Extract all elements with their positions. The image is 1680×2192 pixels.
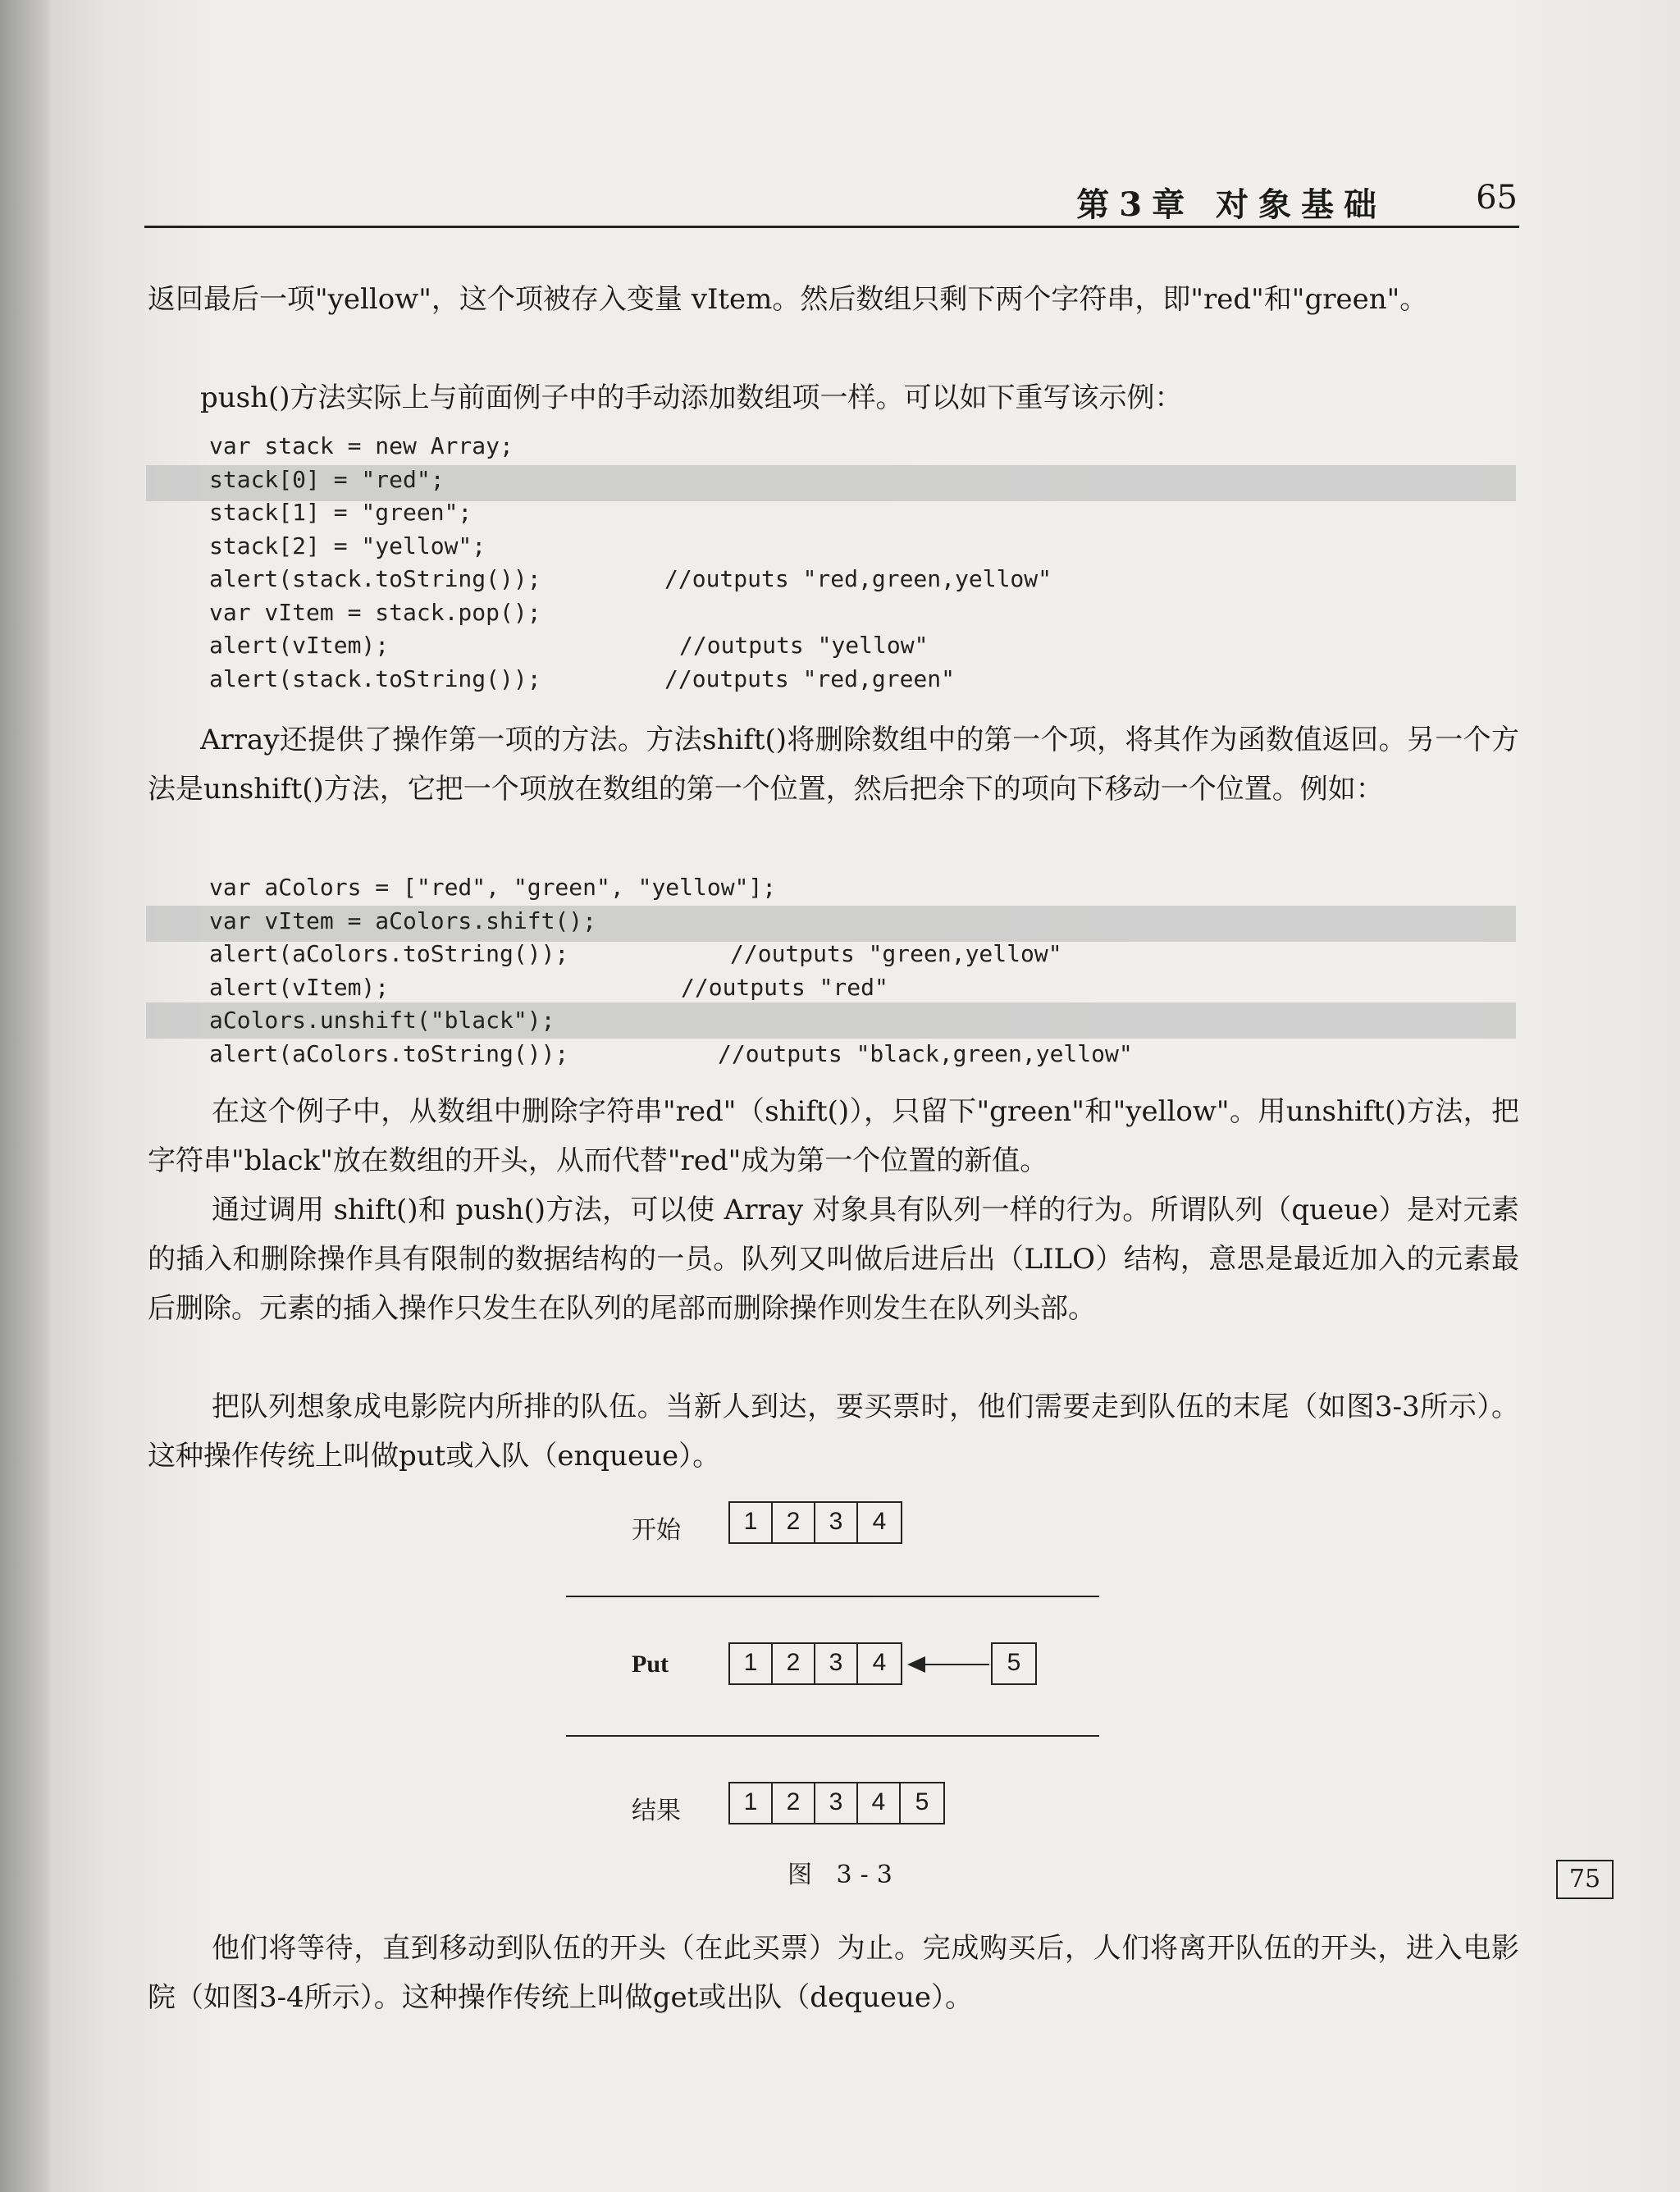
code-text: var vItem = aColors.shift(); bbox=[209, 906, 597, 934]
book-spine-shadow bbox=[0, 0, 49, 2192]
incoming-item: 5 bbox=[991, 1642, 1037, 1685]
queue-diagram bbox=[607, 1501, 1116, 1879]
code-text: alert(vItem); bbox=[209, 632, 390, 659]
paragraph-4: 在这个例子中，从数组中删除字符串"red"（shift()），只留下"green"和"yellow"。用unshift()方法，把字符串"black"放在数组的开头，从而代替"red"成为第一个位置的新值。 bbox=[148, 1095, 1519, 1177]
paragraph-7: 他们将等待，直到移动到队伍的开头（在此买票）为止。完成购买后，人们将离开队伍的开头，进入电影院（如图3-4所示）。这种操作传统上叫做get或出队（dequeue）。 bbox=[148, 1932, 1519, 2014]
divider-line bbox=[566, 1596, 1099, 1597]
code-line bbox=[209, 596, 541, 630]
code-text: aColors.unshift("black"); bbox=[209, 1007, 555, 1034]
queue-cell: 4 bbox=[872, 1649, 887, 1676]
queue-cell: 2 bbox=[773, 1783, 815, 1823]
code-text: var stack = new Array; bbox=[209, 432, 514, 459]
paragraph-3: Array还提供了操作第一项的方法。方法shift()将删除数组中的第一个项，将其作为函数值返回。另一个方法是unshift()方法，它把一个项放在数组的第一个位置，然后把余下的项向下移动一个位置。例如： bbox=[148, 724, 1519, 806]
queue-cell: 4 bbox=[858, 1783, 901, 1823]
code-text: var aColors = ["red", "green", "yellow"]; bbox=[209, 874, 777, 901]
code-line bbox=[209, 1004, 776, 1038]
code-text: stack[0] = "red"; bbox=[209, 465, 445, 493]
code-line bbox=[209, 663, 956, 696]
code-line bbox=[209, 1038, 1133, 1071]
code-block-2 bbox=[209, 871, 1133, 1071]
divider-line bbox=[566, 1735, 1099, 1737]
code-text: alert(aColors.toString()); bbox=[209, 940, 569, 967]
queue-cell: 3 bbox=[815, 1503, 858, 1542]
code-line bbox=[209, 530, 541, 564]
paragraph-5: 通过调用 shift()和 push()方法，可以使 Array 对象具有队列一样的行为。所谓队列（queue）是对元素的插入和删除操作具有限制的数据结构的一员。队列又叫做后进后出（LILO）结构，意思是最近加入的元素最后删除。元素的插入操作只发生在队列的尾部而删除操作则发生在队列头部。 bbox=[148, 1194, 1519, 1325]
code-comment: //outputs "black,green,yellow" bbox=[718, 1039, 1133, 1067]
queue-cell: 3 bbox=[815, 1783, 858, 1823]
queue-put-cells bbox=[728, 1642, 902, 1685]
queue-cell: 2 bbox=[773, 1644, 815, 1683]
paragraph-2: push()方法实际上与前面例子中的手动添加数组项一样。可以如下重写该示例： bbox=[200, 381, 1183, 414]
code-line bbox=[209, 905, 776, 938]
paragraph-6: 把队列想象成电影院内所排的队伍。当新人到达，要买票时，他们需要走到队伍的末尾（如图3-3所示）。这种操作传统上叫做put或入队（enqueue）。 bbox=[148, 1391, 1519, 1473]
code-comment: //outputs "green,yellow" bbox=[730, 940, 1062, 967]
paragraph-1: 返回最后一项"yellow"，这个项被存入变量 vItem。然后数组只剩下两个字符串，即"red"和"green"。 bbox=[148, 283, 1428, 316]
queue-cell: 2 bbox=[773, 1503, 815, 1542]
queue-cell: 3 bbox=[815, 1644, 858, 1683]
code-text: alert(stack.toString()); bbox=[209, 565, 541, 592]
queue-cell: 1 bbox=[730, 1503, 773, 1542]
code-line bbox=[209, 464, 541, 497]
chapter-title: 第3章 对象基础 bbox=[1076, 185, 1386, 224]
queue-cell: 1 bbox=[730, 1783, 773, 1823]
row-label-start: 开始 bbox=[632, 1516, 681, 1545]
row-label-put: Put bbox=[632, 1651, 669, 1678]
page-number: 65 bbox=[1476, 179, 1518, 217]
code-line bbox=[209, 938, 1062, 971]
header-rule bbox=[144, 226, 1519, 228]
figure-caption: 图 3-3 bbox=[788, 1861, 901, 1889]
code-block-1 bbox=[209, 430, 1052, 696]
code-line bbox=[209, 871, 776, 905]
code-comment: //outputs "yellow" bbox=[679, 632, 929, 659]
code-comment: //outputs "red,green" bbox=[664, 664, 956, 692]
code-text: stack[2] = "yellow"; bbox=[209, 532, 486, 559]
page-header bbox=[149, 172, 1518, 230]
code-line bbox=[209, 971, 888, 1005]
code-line bbox=[209, 496, 541, 530]
code-comment: //outputs "red" bbox=[681, 973, 888, 1001]
queue-cell: 5 bbox=[915, 1788, 929, 1815]
queue-result-cells bbox=[728, 1782, 945, 1824]
code-comment: //outputs "red,green,yellow" bbox=[664, 565, 1052, 592]
code-text: alert(stack.toString()); bbox=[209, 664, 541, 692]
queue-cell: 4 bbox=[872, 1508, 887, 1535]
code-text: stack[1] = "green"; bbox=[209, 499, 472, 526]
enqueue-arrow-icon bbox=[911, 1664, 989, 1665]
side-page-number: 75 bbox=[1556, 1860, 1614, 1899]
code-line bbox=[209, 563, 1052, 596]
code-text: var vItem = stack.pop(); bbox=[209, 598, 541, 626]
code-text: alert(aColors.toString()); bbox=[209, 1039, 569, 1067]
row-label-result: 结果 bbox=[632, 1797, 681, 1825]
queue-cell: 1 bbox=[730, 1644, 773, 1683]
code-text: alert(vItem); bbox=[209, 973, 390, 1001]
code-line bbox=[209, 629, 929, 663]
queue-start-cells bbox=[728, 1501, 902, 1544]
code-line bbox=[209, 430, 541, 464]
